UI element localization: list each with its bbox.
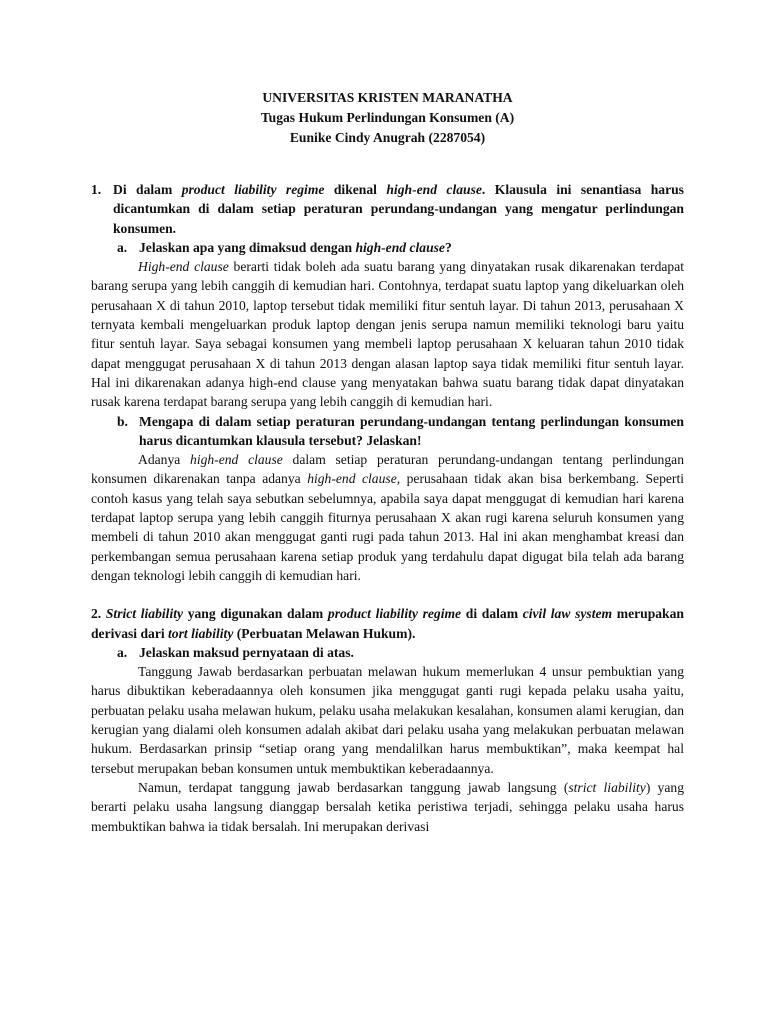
subquestion-text: Mengapa di dalam setiap peraturan perundang-undangan tentang perlindungan konsumen harus dicantumkan klausula tersebut? Jelaskan! — [139, 413, 684, 448]
answer-1a: High-end clause berarti tidak boleh ada suatu barang yang dinyatakan rusak dikarenakan terdapat barang serupa yang lebih canggih di kemudian hari. Contohnya, terdapat suatu laptop yang dikeluarkan oleh perusahaan X di tahun 2010, laptop tersebut tidak memiliki fitur sentuh layar. Di tahun 2013, perusahaan X ternyata kembali mengeluarkan produk laptop dengan jenis serupa namun memiliki teknologi baru yaitu fitur sentuh layar. Saya sebagai konsumen yang membeli laptop perusahaan X keluaran tahun 2010 tidak dapat menggugat perusahaan X di tahun 2013 dengan alasan laptop saya tidak memiliki fitur sentuh layar. Hal ini dikarenakan adanya high-end clause yang menyatakan bahwa suatu barang tidak dapat dinyatakan rusak karena terdapat barang serupa yang lebih canggih di kemudian hari. — [91, 259, 685, 410]
answer-2a-paragraph-2: Namun, terdapat tanggung jawab berdasarkan tanggung jawab langsung (strict liability) yang berarti pelaku usaha langsung dianggap bersalah ketika peristiwa terjadi, sehingga pelaku usaha harus membuktikan bahwa ia tidak bersalah. Ini merupakan derivasi — [91, 779, 684, 834]
question-1a — [117, 238, 684, 257]
subquestion-letter: a. — [117, 239, 128, 255]
question-number: 1. — [91, 182, 102, 197]
document-header — [91, 88, 684, 148]
question-1 — [91, 180, 684, 238]
subquestion-letter: a. — [117, 644, 128, 660]
student-name: Eunike Cindy Anugrah (2287054) — [289, 130, 486, 145]
subquestion-text: Jelaskan apa yang dimaksud dengan high-end clause? — [139, 239, 452, 255]
university-name: UNIVERSITAS KRISTEN MARANATHA — [262, 90, 513, 105]
question-1b — [117, 412, 684, 451]
answer-1b: Adanya high-end clause dalam setiap peraturan perundang-undangan tentang perlindungan konsumen dikarenakan tanpa adanya high-end clause, perusahaan tidak akan bisa berkembang. Seperti contoh kasus yang telah saya sebutkan sebelumnya, apabila saya dapat menggugat di kemudian hari karena terdapat laptop serupa yang lebih canggih fiturnya perusahaan X akan rugi karena seluruh konsumen yang membeli di tahun 2010 akan menggugat ganti rugi pada tahun 2013. Hal ini akan menghambat kreasi dan perkembangan semua perusahaan karena setiap produk yang terdahulu dapat digugat bila telah ada barang dengan teknologi lebih canggih di kemudian hari. — [91, 452, 685, 583]
answer-2a-paragraph-1: Tanggung Jawab berdasarkan perbuatan melawan hukum memerlukan 4 unsur pembuktian yang harus dibuktikan keberadaannya oleh konsumen jika menggugat ganti rugi kepada pelaku usaha yaitu, perbuatan pelaku usaha melawan hukum, pelaku usaha melakukan kesalahan, konsumen alami kerugian, dan kerugian yang dialami oleh konsumen adalah akibat dari pelaku usaha yang melakukan perbuatan melawan hukum. Berdasarkan prinsip “setiap orang yang mendalilkan harus membuktikan”, maka keempat hal tersebut merupakan beban konsumen untuk membuktikan keberadaannya. — [91, 664, 684, 776]
subquestion-letter: b. — [117, 413, 128, 429]
assignment-title: Tugas Hukum Perlindungan Konsumen (A) — [260, 110, 515, 125]
question-2: 2. Strict liability yang digunakan dalam product liability regime di dalam civil law system merupakan derivasi dari tort liability (Perbuatan Melawan Hukum). — [91, 606, 684, 641]
question-2a — [117, 643, 684, 662]
subquestion-text: Jelaskan maksud pernyataan di atas. — [139, 644, 354, 660]
question-text: Di dalam product liability regime dikenal high-end clause. Klausula ini senantiasa harus dicantumkan di dalam setiap peraturan perundang-undangan yang mengatur perlindungan konsumen. — [113, 182, 684, 236]
section-gap — [91, 585, 684, 604]
question-number: 2. — [91, 606, 102, 622]
